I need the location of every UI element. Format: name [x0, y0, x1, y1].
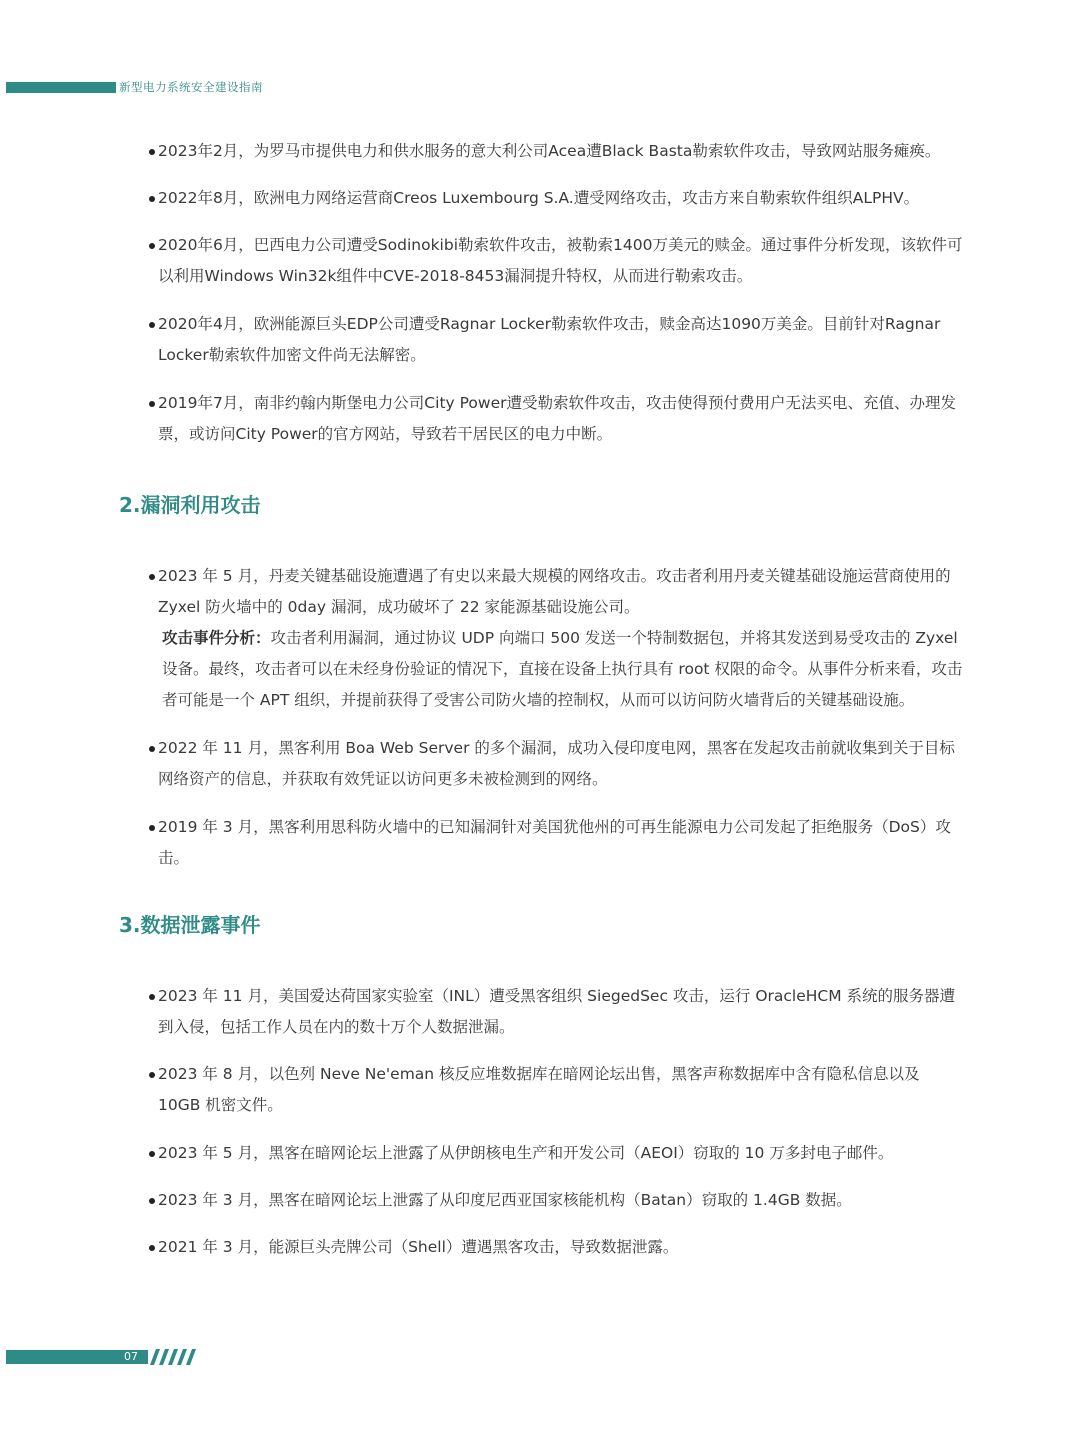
list-item-text: 2019年7月，南非约翰内斯堡电力公司City Power遭受勒索软件攻击，攻击使得预付费用户无法买电、充值、办理发票，或访问City Power的官方网站，导致若干居民区的电力中断。 [158, 394, 956, 443]
list-item [146, 981, 964, 1043]
list-item [146, 309, 964, 371]
list-item-text: 2023 年 5 月，黑客在暗网论坛上泄露了从伊朗核电生产和开发公司（AEOI）窃取的 10 万多封电子邮件。 [158, 1144, 894, 1162]
list-item-text: 2022 年 11 月，黑客利用 Boa Web Server 的多个漏洞，成功入侵印度电网，黑客在发起攻击前就收集到关于目标网络资产的信息，并获取有效凭证以访问更多未被检测到的网络。 [158, 739, 955, 788]
list-item [146, 733, 964, 795]
list-item [146, 561, 964, 716]
bullet-icon [149, 1072, 155, 1078]
analysis-label: 攻击事件分析： [162, 629, 271, 647]
list-item [146, 812, 964, 874]
list-item-text: 2019 年 3 月，黑客利用思科防火墙中的已知漏洞针对美国犹他州的可再生能源电力公司发起了拒绝服务（DoS）攻击。 [158, 818, 951, 867]
bullet-icon [149, 1151, 155, 1157]
bullet-icon [149, 196, 155, 202]
list-item-text: 2022年8月，欧洲电力网络运营商Creos Luxembourg S.A.遭受网络攻击，攻击方来自勒索软件组织ALPHV。 [158, 189, 920, 207]
page-number: 07 [124, 1350, 138, 1363]
bullet-icon [149, 243, 155, 249]
list-item [146, 136, 964, 167]
list-item-text: 2020年4月，欧洲能源巨头EDP公司遭受Ragnar Locker勒索软件攻击，赎金高达1090万美金。目前针对Ragnar Locker勒索软件加密文件尚无法解密。 [158, 315, 941, 364]
list-item-text: 2020年6月，巴西电力公司遭受Sodinokibi勒索软件攻击，被勒索1400万美元的赎金。通过事件分析发现，该软件可以利用Windows Win32k组件中CVE-2018-8453漏洞提升特权，从而进行勒索攻击。 [158, 236, 963, 285]
section-heading-data-leak: 3.数据泄露事件 [119, 913, 261, 937]
bullet-icon [149, 994, 155, 1000]
list-item-text: 2023 年 11 月，美国爱达荷国家实验室（INL）遭受黑客组织 SiegedSec 攻击，运行 OracleHCM 系统的服务器遭到入侵，包括工作人员在内的数十万个人数据泄漏。 [158, 987, 956, 1036]
list-item [146, 388, 964, 450]
list-item-text: 2023 年 8 月，以色列 Neve Ne'eman 核反应堆数据库在暗网论坛出售，黑客声称数据库中含有隐私信息以及 10GB 机密文件。 [158, 1065, 920, 1114]
document-title: 新型电力系统安全建设指南 [119, 80, 263, 94]
footer-stripes-icon [146, 1349, 198, 1365]
list-item [146, 230, 964, 292]
header-accent-bar [6, 82, 116, 93]
list-item [146, 1232, 964, 1263]
list-item-text: 2023 年 3 月，黑客在暗网论坛上泄露了从印度尼西亚国家核能机构（Batan）窃取的 1.4GB 数据。 [158, 1191, 852, 1209]
bullet-icon [149, 401, 155, 407]
attack-analysis [146, 623, 964, 716]
bullet-icon [149, 825, 155, 831]
list-item [146, 183, 964, 214]
list-item [146, 1138, 964, 1169]
list-item-text: 2023年2月，为罗马市提供电力和供水服务的意大利公司Acea遭Black Basta勒索软件攻击，导致网站服务瘫痪。 [158, 142, 941, 160]
section-heading-vulnerability: 2.漏洞利用攻击 [119, 493, 261, 517]
list-item [146, 1059, 964, 1121]
list-item [146, 1185, 964, 1216]
bullet-icon [149, 746, 155, 752]
bullet-icon [149, 322, 155, 328]
analysis-text: 攻击者利用漏洞，通过协议 UDP 向端口 500 发送一个特制数据包，并将其发送到易受攻击的 Zyxel 设备。最终，攻击者可以在未经身份验证的情况下，直接在设备上执行具有 root 权限的命令。从事件分析来看，攻击者可能是一个 APT 组织，并提前获得了受害公司防火墙的控制权，从而可以访问防火墙背后的关键基础设施。 [162, 629, 963, 709]
list-item-text: 2023 年 5 月，丹麦关键基础设施遭遇了有史以来最大规模的网络攻击。攻击者利用丹麦关键基础设施运营商使用的 Zyxel 防火墙中的 0day 漏洞，成功破坏了 22 家能源基础设施公司。 [158, 567, 951, 616]
bullet-icon [149, 1245, 155, 1251]
bullet-icon [149, 1198, 155, 1204]
bullet-icon [149, 149, 155, 155]
bullet-icon [149, 574, 155, 580]
list-item-text: 2021 年 3 月，能源巨头壳牌公司（Shell）遭遇黑客攻击，导致数据泄露。 [158, 1238, 679, 1256]
